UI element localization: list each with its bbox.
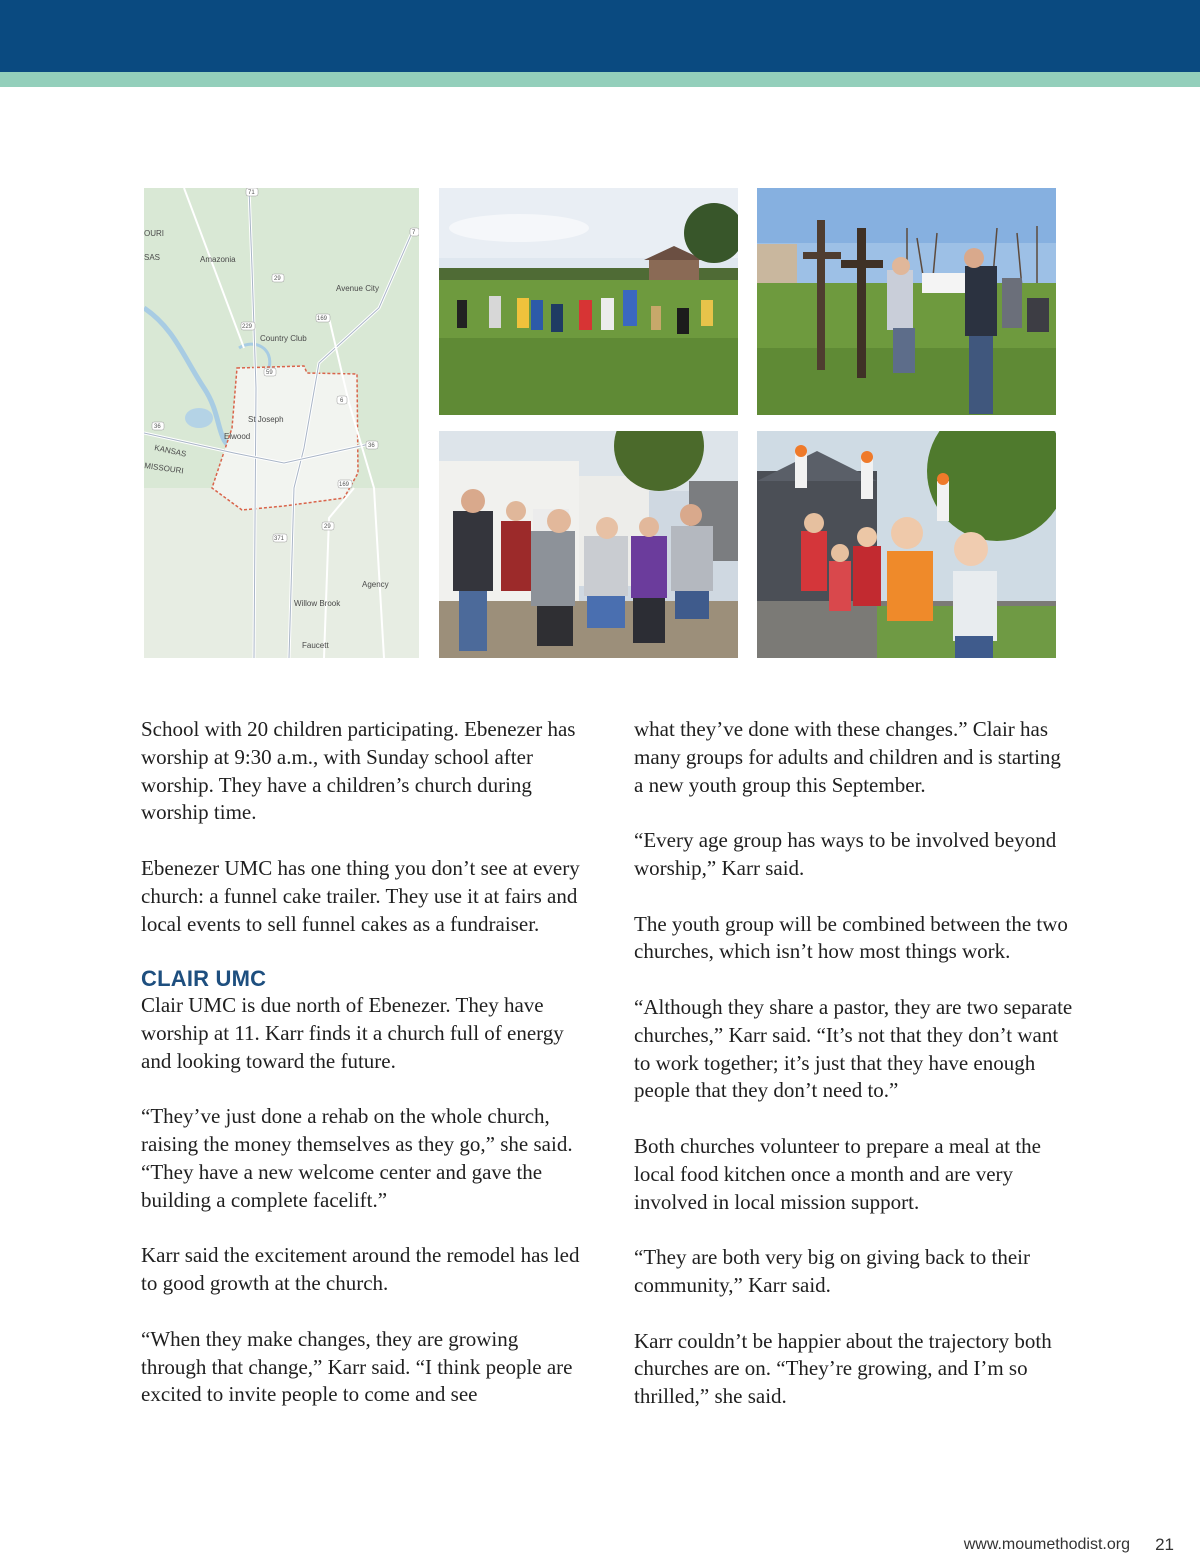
footer-website-url: www.moumethodist.org	[963, 1536, 1130, 1553]
map-label-agency: Agency	[362, 580, 389, 589]
paragraph: Ebenezer UMC has one thing you don’t see at every church: a funnel cake trailer. They use it at fairs and local events to sell funnel cakes as a fundraiser.	[141, 855, 580, 936]
map-badge-59: 59	[266, 370, 273, 376]
map-label-kansas: KANSAS	[153, 443, 188, 459]
paragraph: “They are both very big on giving back to their community,” Karr said.	[634, 1245, 1030, 1297]
article-column-left	[141, 716, 581, 1437]
paragraph: what they’ve done with these changes.” Clair has many groups for adults and children and is starting a new youth group this September.	[634, 717, 1061, 797]
map-label-amazonia: Amazonia	[200, 255, 236, 264]
header-accent-stripe	[0, 72, 1200, 87]
map-badge-29-south: 29	[324, 524, 331, 530]
photo-kids-field	[439, 188, 738, 415]
paragraph: Karr couldn’t be happier about the trajectory both churches are on. “They’re growing, and I’m so thrilled,” she said.	[634, 1328, 1052, 1409]
article-column-right	[634, 716, 1074, 1439]
map-label-willow-brook: Willow Brook	[294, 599, 341, 608]
map-label-country-club: Country Club	[260, 334, 307, 343]
paragraph: “When they make changes, they are growing through that change,” Karr said. “I think people are excited to invite people to come and see	[141, 1326, 573, 1407]
map-label-ouri: OURI	[144, 229, 164, 238]
map-badge-71: 71	[248, 190, 255, 196]
header-band	[0, 0, 1200, 72]
map-badge-29: 29	[274, 276, 281, 282]
paragraph: School with 20 children participating. Ebenezer has worship at 9:30 a.m., with Sunday school after worship. They have a children’s church during worship time.	[141, 717, 576, 825]
map-label-avenue-city: Avenue City	[336, 284, 379, 293]
map-label-missouri: MISSOURI	[144, 461, 185, 476]
photo-torches	[757, 431, 1056, 658]
map-badge-7: 7	[412, 230, 416, 236]
photo-crosses	[757, 188, 1056, 415]
paragraph: Clair UMC is due north of Ebenezer. They have worship at 11. Karr finds it a church full of energy and looking toward the future.	[141, 993, 564, 1073]
paragraph: Both churches volunteer to prepare a meal at the local food kitchen once a month and are very involved in local mission support.	[634, 1133, 1041, 1214]
map-badge-169-south: 169	[339, 482, 350, 488]
map-image	[144, 188, 419, 658]
page-number: 21	[1155, 1535, 1174, 1554]
map-badge-371: 371	[274, 536, 285, 542]
map-label-faucett: Faucett	[302, 641, 329, 650]
photo-volunteers	[439, 431, 738, 658]
map-badge-6: 6	[340, 398, 344, 404]
map-badge-169: 169	[317, 316, 328, 322]
paragraph: “Although they share a pastor, they are two separate churches,” Karr said. “It’s not that they don’t want to work together; it’s just that they have enough people that they don’t need to.”	[634, 994, 1073, 1103]
map-badge-229: 229	[242, 324, 253, 330]
paragraph: “They’ve just done a rehab on the whole church, raising the money themselves as they go,” she said. “They have a new welcome center and gave the building a complete facelift.”	[141, 1104, 573, 1212]
map-badge-36-west: 36	[154, 424, 161, 430]
map-label-sas: SAS	[144, 253, 161, 262]
paragraph: The youth group will be combined between the two churches, which isn’t how most things work.	[634, 911, 1068, 964]
map-badge-36-east: 36	[368, 443, 375, 449]
section-heading-clair-umc: CLAIR UMC	[141, 966, 267, 992]
map-label-elwood: Elwood	[224, 432, 251, 441]
paragraph: Karr said the excitement around the remodel has led to good growth at the church.	[141, 1243, 580, 1296]
map-label-st-joseph: St Joseph	[248, 415, 284, 424]
paragraph: “Every age group has ways to be involved beyond worship,” Karr said.	[634, 828, 1057, 880]
